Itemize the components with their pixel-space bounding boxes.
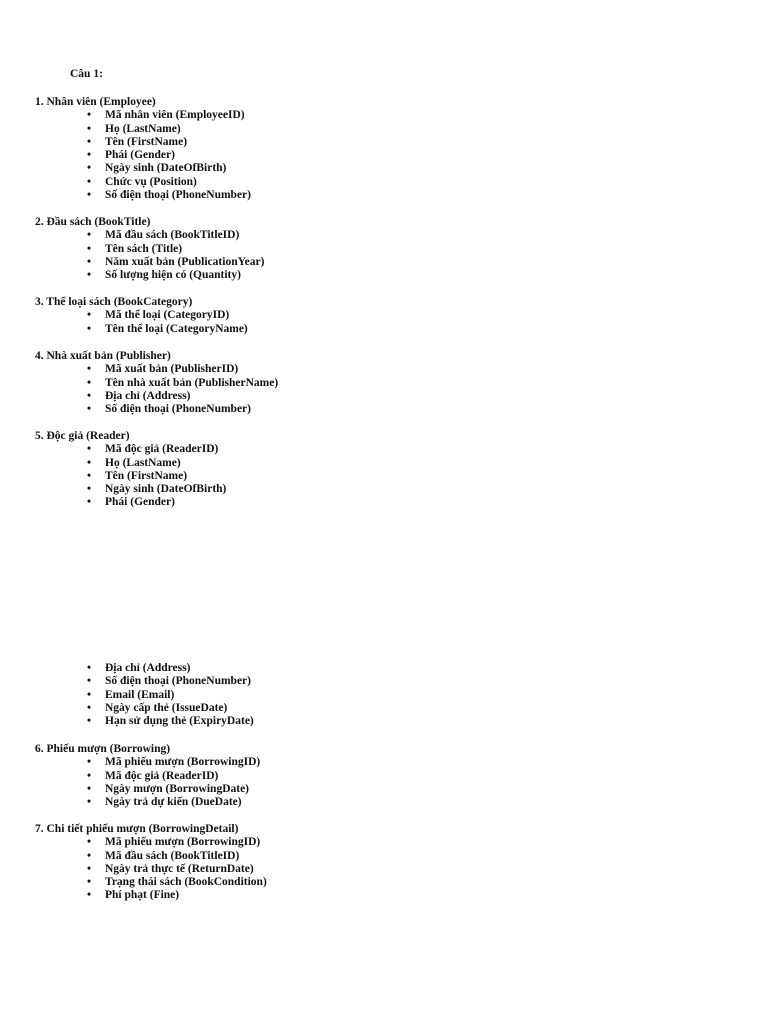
list-item xyxy=(35,363,278,376)
attribute-list xyxy=(35,109,251,202)
list-item xyxy=(35,689,254,702)
attribute-list xyxy=(35,662,254,728)
bullet-icon: • xyxy=(87,469,92,482)
list-item xyxy=(35,496,226,509)
bullet-icon: • xyxy=(87,363,92,376)
list-item xyxy=(35,189,251,202)
list-item-label: Ngày cấp thẻ (IssueDate) xyxy=(105,701,228,714)
list-item-label: Số lượng hiện có (Quantity) xyxy=(105,269,241,282)
attribute-list xyxy=(35,363,278,416)
list-item xyxy=(35,403,278,416)
bullet-icon: • xyxy=(87,688,92,701)
list-item-label: Mã độc giả (ReaderID) xyxy=(105,769,219,782)
bullet-icon: • xyxy=(87,443,92,456)
list-item-label: Mã nhân viên (EmployeeID) xyxy=(105,109,245,122)
list-item xyxy=(35,229,264,242)
list-item xyxy=(35,390,278,403)
section-4 xyxy=(35,350,278,416)
bullet-icon: • xyxy=(87,862,92,875)
attribute-list xyxy=(35,443,226,509)
list-item-label: Họ (LastName) xyxy=(105,456,181,469)
section-heading: 6. Phiếu mượn (Borrowing) xyxy=(35,743,171,755)
section-heading: 4. Nhà xuất bản (Publisher) xyxy=(35,350,171,362)
bullet-icon: • xyxy=(87,162,92,175)
bullet-icon: • xyxy=(87,376,92,389)
list-item-label: Mã độc giả (ReaderID) xyxy=(105,443,219,456)
list-item xyxy=(35,457,226,470)
bullet-icon: • xyxy=(87,849,92,862)
bullet-icon: • xyxy=(87,836,92,849)
list-item xyxy=(35,876,267,889)
list-item xyxy=(35,796,260,809)
bullet-icon: • xyxy=(87,701,92,714)
section-heading: 7. Chi tiết phiếu mượn (BorrowingDetail) xyxy=(35,823,239,835)
list-item-label: Phái (Gender) xyxy=(105,496,175,509)
list-item xyxy=(35,149,251,162)
section-2 xyxy=(35,216,264,282)
bullet-icon: • xyxy=(87,122,92,135)
bullet-icon: • xyxy=(87,255,92,268)
bullet-icon: • xyxy=(87,715,92,728)
list-item xyxy=(35,662,254,675)
section-5 xyxy=(35,430,226,510)
list-item xyxy=(35,176,251,189)
bullet-icon: • xyxy=(87,242,92,255)
list-item-label: Email (Email) xyxy=(105,688,175,701)
list-item xyxy=(35,123,251,136)
list-item xyxy=(35,323,248,336)
list-item xyxy=(35,863,267,876)
list-item xyxy=(35,109,251,122)
section-heading: 3. Thể loại sách (BookCategory) xyxy=(35,296,193,308)
list-item xyxy=(35,136,251,149)
bullet-icon: • xyxy=(87,309,92,322)
section-1 xyxy=(35,96,251,202)
bullet-icon: • xyxy=(87,189,92,202)
list-item xyxy=(35,443,226,456)
list-item-label: Mã đầu sách (BookTitleID) xyxy=(105,229,240,242)
bullet-icon: • xyxy=(87,322,92,335)
list-item xyxy=(35,243,264,256)
bullet-icon: • xyxy=(87,389,92,402)
page-title: Câu 1: xyxy=(70,68,103,80)
list-item xyxy=(35,756,260,769)
bullet-icon: • xyxy=(87,456,92,469)
list-item-label: Mã xuất bản (PublisherID) xyxy=(105,363,239,376)
list-item xyxy=(35,783,260,796)
bullet-icon: • xyxy=(87,149,92,162)
list-item-label: Trạng thái sách (BookCondition) xyxy=(105,876,267,889)
bullet-icon: • xyxy=(87,876,92,889)
list-item xyxy=(35,675,254,688)
list-item-label: Mã đầu sách (BookTitleID) xyxy=(105,849,240,862)
list-item-label: Ngày trả dự kiến (DueDate) xyxy=(105,796,242,809)
section-heading: 2. Đầu sách (BookTitle) xyxy=(35,216,151,228)
bullet-icon: • xyxy=(87,229,92,242)
list-item-label: Ngày sinh (DateOfBirth) xyxy=(105,483,227,496)
list-item-label: Mã thể loại (CategoryID) xyxy=(105,309,230,322)
list-item xyxy=(35,836,267,849)
list-item-label: Mã phiếu mượn (BorrowingID) xyxy=(105,836,261,849)
list-item xyxy=(35,377,278,390)
bullet-icon: • xyxy=(87,403,92,416)
bullet-icon: • xyxy=(87,796,92,809)
list-item-label: Phái (Gender) xyxy=(105,149,175,162)
list-item-label: Số điện thoại (PhoneNumber) xyxy=(105,189,251,202)
bullet-icon: • xyxy=(87,496,92,509)
list-item xyxy=(35,850,267,863)
bullet-icon: • xyxy=(87,675,92,688)
list-item-label: Địa chỉ (Address) xyxy=(105,662,191,674)
bullet-icon: • xyxy=(87,662,92,674)
list-item-label: Ngày mượn (BorrowingDate) xyxy=(105,782,250,795)
section-3 xyxy=(35,296,248,336)
list-item xyxy=(35,309,248,322)
list-item xyxy=(35,889,267,902)
bullet-icon: • xyxy=(87,769,92,782)
list-item-label: Chức vụ (Position) xyxy=(105,175,197,188)
list-item-label: Họ (LastName) xyxy=(105,122,181,135)
list-item xyxy=(35,715,254,728)
list-item-label: Tên thể loại (CategoryName) xyxy=(105,322,248,335)
bullet-icon: • xyxy=(87,782,92,795)
list-item-label: Hạn sử dụng thẻ (ExpiryDate) xyxy=(105,715,254,728)
list-item-label: Tên (FirstName) xyxy=(105,469,188,482)
list-item-label: Năm xuất bản (PublicationYear) xyxy=(105,255,265,268)
attribute-list xyxy=(35,309,248,336)
bullet-icon: • xyxy=(87,109,92,122)
section-heading: 5. Độc giả (Reader) xyxy=(35,430,130,442)
bullet-icon: • xyxy=(87,889,92,902)
section-heading: 1. Nhân viên (Employee) xyxy=(35,96,156,108)
list-item-label: Địa chỉ (Address) xyxy=(105,389,191,402)
list-item-label: Ngày trả thực tế (ReturnDate) xyxy=(105,862,254,875)
bullet-icon: • xyxy=(87,756,92,769)
section-7 xyxy=(35,743,260,809)
list-item-label: Phí phạt (Fine) xyxy=(105,889,180,902)
list-item-label: Số điện thoại (PhoneNumber) xyxy=(105,675,251,688)
attribute-list xyxy=(35,756,260,809)
list-item-label: Ngày sinh (DateOfBirth) xyxy=(105,162,227,175)
list-item xyxy=(35,483,226,496)
attribute-list xyxy=(35,229,264,282)
list-item xyxy=(35,269,264,282)
section-6 xyxy=(35,662,254,728)
list-item-label: Tên (FirstName) xyxy=(105,135,188,148)
list-item xyxy=(35,256,264,269)
list-item-label: Số điện thoại (PhoneNumber) xyxy=(105,403,251,416)
list-item xyxy=(35,470,226,483)
list-item-label: Mã phiếu mượn (BorrowingID) xyxy=(105,756,261,769)
bullet-icon: • xyxy=(87,483,92,496)
list-item xyxy=(35,162,251,175)
list-item xyxy=(35,770,260,783)
bullet-icon: • xyxy=(87,269,92,282)
bullet-icon: • xyxy=(87,135,92,148)
attribute-list xyxy=(35,836,267,902)
bullet-icon: • xyxy=(87,175,92,188)
list-item-label: Tên nhà xuất bản (PublisherName) xyxy=(105,376,279,389)
section-8 xyxy=(35,823,267,903)
list-item xyxy=(35,702,254,715)
list-item-label: Tên sách (Title) xyxy=(105,242,183,255)
